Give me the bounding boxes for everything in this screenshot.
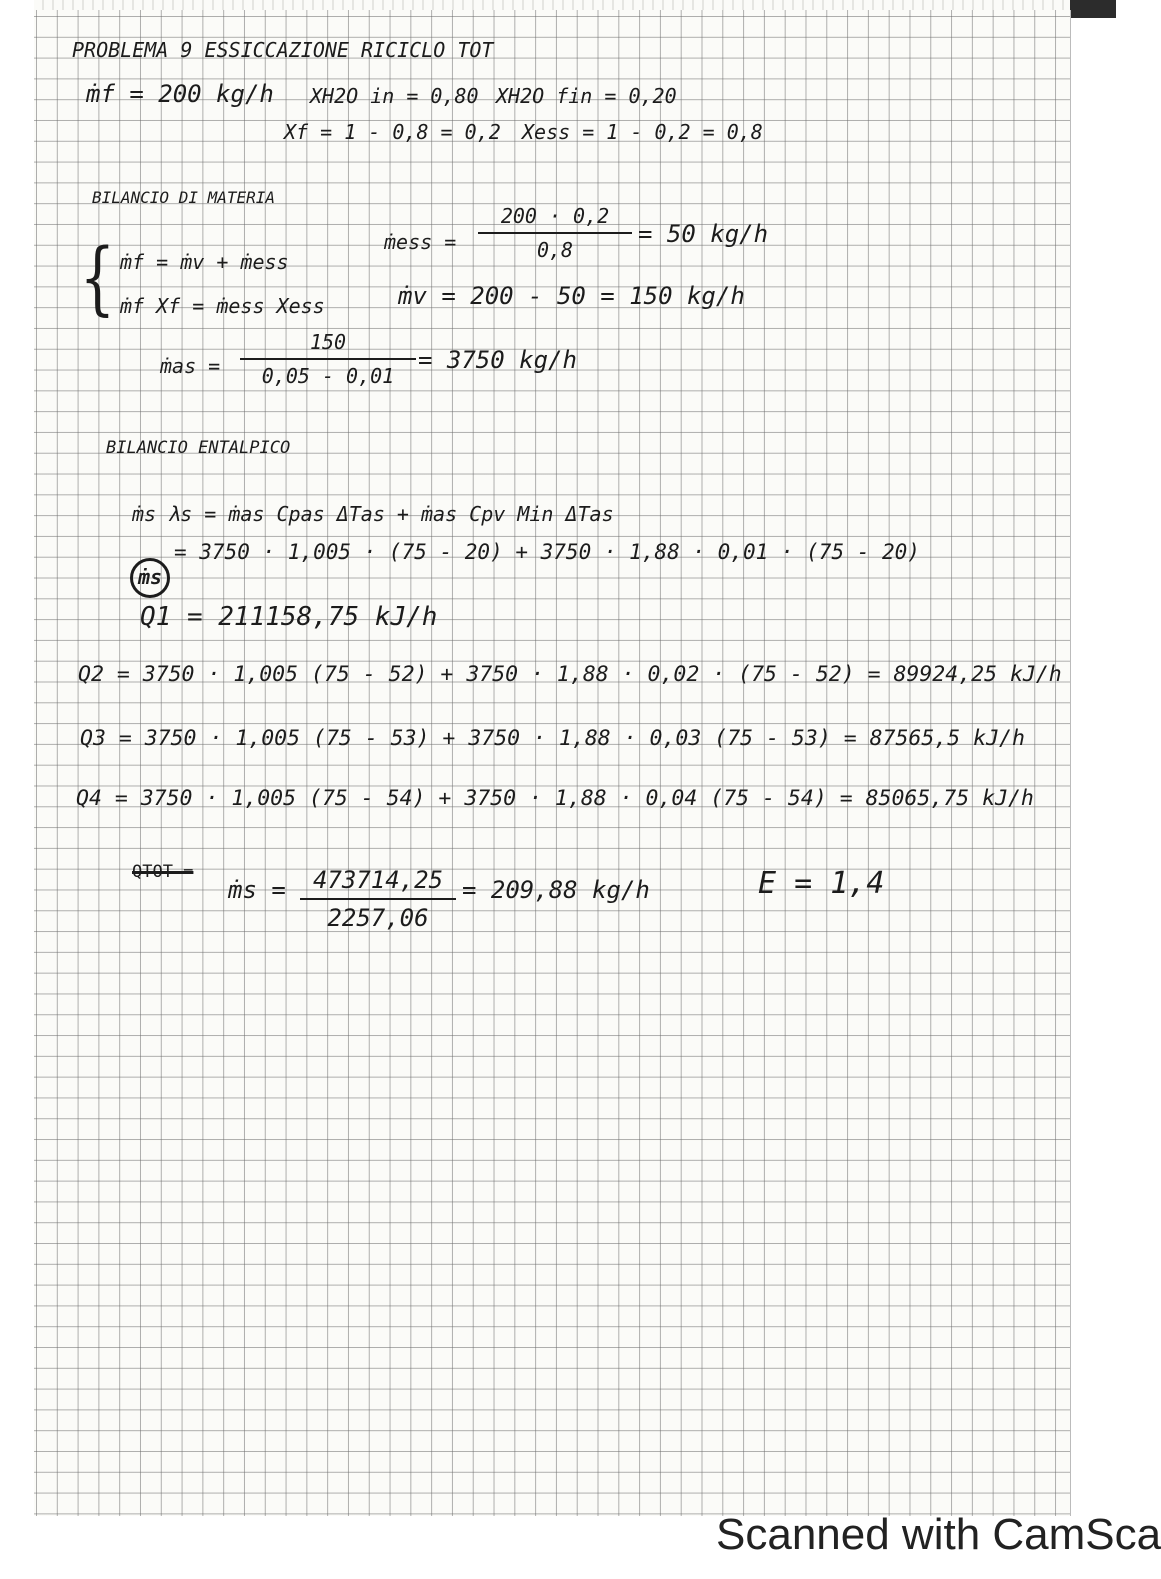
scan-corner-shadow (1070, 0, 1116, 18)
mass-balance-eq2: ṁf Xf = ṁess Xess (120, 294, 325, 318)
e-value: E = 1,4 (758, 866, 885, 901)
problem-title: PROBLEMA 9 ESSICCAZIONE RICICLO TOT (72, 38, 494, 62)
grid-paper-sheet (34, 10, 1071, 1516)
ms-result: = 209,88 kg/h (462, 876, 650, 904)
ms-label: ṁs = (228, 876, 286, 904)
mess-denominator: 0,8 (536, 238, 574, 262)
vapor-mass-flow: ṁv = 200 - 50 = 150 kg/h (398, 282, 745, 310)
q4-line: Q4 = 3750 · 1,005 (75 - 54) + 3750 · 1,88 · 0,04 (75 - 54) = 85065,75 kJ/h (76, 786, 1034, 811)
enthalpy-general-eq: ṁs λs = ṁas Cpas ΔTas + ṁas Cpv Min ΔTas (132, 502, 614, 526)
fraction-bar (300, 898, 456, 900)
fraction-bar (478, 232, 632, 234)
mass-balance-heading: BILANCIO DI MATERIA (92, 188, 276, 207)
scanner-watermark-text: Scanned with CamSca (716, 1510, 1161, 1559)
water-fraction-out: XH2O fin = 0,20 (496, 84, 677, 108)
mas-result: = 3750 kg/h (418, 346, 577, 374)
mas-fraction (240, 330, 416, 388)
mess-fraction (478, 204, 632, 262)
system-brace: { (79, 231, 116, 324)
water-fraction-in: XH2O in = 0,80 (310, 84, 479, 108)
q1-result: Q1 = 211158,75 kJ/h (140, 602, 438, 632)
qtot-scribble: QTOT = (132, 862, 194, 882)
mess-label: ṁess = (384, 230, 457, 254)
q3-line: Q3 = 3750 · 1,005 (75 - 53) + 3750 · 1,88 · 0,03 (75 - 53) = 87565,5 kJ/h (80, 726, 1025, 751)
enthalpy-balance-heading: BILANCIO ENTALPICO (106, 438, 291, 458)
q1-expression: = 3750 · 1,005 · (75 - 20) + 3750 · 1,88 · 0,01 · (75 - 20) (174, 540, 920, 564)
q1-label (130, 558, 170, 598)
mas-label: ṁas = (160, 354, 221, 378)
fraction-bar (240, 358, 416, 360)
ms-numerator: 473714,25 (312, 866, 444, 894)
ms-fraction (300, 866, 456, 932)
ms-denominator: 2257,06 (327, 904, 429, 932)
scanner-watermark (716, 1510, 1161, 1579)
circled-q1-icon: ṁs (130, 558, 170, 598)
mas-denominator: 0,05 - 0,01 (261, 364, 395, 388)
solid-fraction-dried: Xess = 1 - 0,2 = 0,8 (522, 120, 763, 144)
mess-result: = 50 kg/h (638, 220, 769, 248)
feed-mass-flow: ṁf = 200 kg/h (86, 80, 274, 108)
mass-balance-eq1: ṁf = ṁv + ṁess (120, 250, 289, 274)
mas-numerator: 150 (309, 330, 347, 354)
q2-line: Q2 = 3750 · 1,005 (75 - 52) + 3750 · 1,88 · 0,02 · (75 - 52) = 89924,25 kJ/h (78, 662, 1062, 687)
solid-fraction-feed: Xf = 1 - 0,8 = 0,2 (284, 120, 501, 144)
mess-numerator: 200 · 0,2 (500, 204, 610, 228)
